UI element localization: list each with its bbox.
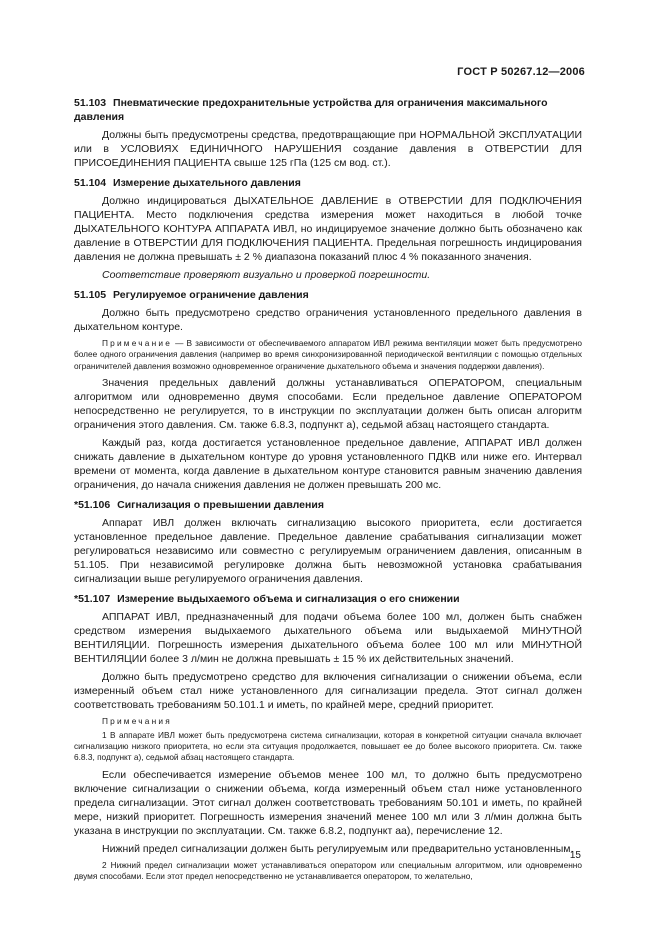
- section-number: *51.106: [74, 499, 111, 512]
- section-number: 51.105: [74, 289, 107, 301]
- paragraph: Нижний предел сигнализации должен быть регулируемым или предварительно установленным.: [102, 842, 574, 855]
- paragraph: Должны быть предусмотрены средства, предотвращающие при НОРМАЛЬНОЙ ЭКСПЛУАТАЦИИ или в УСЛОВИЯХ ЕДИНИЧНОГО НАРУШЕНИЯ создание давления в ОТВЕРСТИИ ДЛЯ ПРИСОЕДИНЕНИЯ ПАЦИЕНТА свыше 125 гПа (125 см вод. ст.).: [74, 129, 582, 169]
- page-content: [74, 96, 582, 887]
- document-number: ГОСТ Р 50267.12—2006: [457, 66, 585, 78]
- note-2: 2 Нижний предел сигнализации может устанавливаться оператором или специальным алгоритмом, или одновременно двумя способами. Если этот предел непосредственно не устанавливается оператором, то желательно,: [74, 859, 582, 882]
- paragraph: Должно быть предусмотрено средство ограничения установленного предельного давления в дыхательном контуре.: [74, 307, 582, 333]
- section-title: Регулируемое ограничение давления: [113, 289, 309, 301]
- section-title: Измерение дыхательного давления: [113, 177, 301, 189]
- section-number: 51.104: [74, 177, 107, 189]
- section-heading-51-103: [74, 96, 582, 124]
- section-number: *51.107: [74, 593, 111, 606]
- note: [74, 338, 582, 372]
- section-title: Сигнализация о превышении давления: [117, 499, 324, 512]
- section-heading-51-105: [74, 288, 582, 302]
- section-heading-51-106: [74, 498, 582, 512]
- paragraph: Значения предельных давлений должны устанавливаться ОПЕРАТОРОМ, специальным алгоритмом или одновременно двумя способами. Если предельное давление ОПЕРАТОРОМ непосредственно не регулируется, то в инструкции по эксплуатации должен быть описан алгоритм ограничения этого давления. См. также 6.8.3, подпункт а), седьмой абзац настоящего стандарта.: [74, 377, 582, 432]
- note-label: Примечание: [102, 338, 173, 348]
- page-number: 15: [569, 850, 581, 861]
- note-text: — В зависимости от обеспечиваемого аппаратом ИВЛ режима вентиляции может быть предусмотрено более одного ограничения давления (например во время синхронизированной периодической вентиляции с помощью отдельных ограничителей давления возможно одновременное ограничение дыхательного объема и значения поддержки давления).: [74, 338, 582, 371]
- section-title: Измерение выдыхаемого объема и сигнализация о его снижении: [117, 593, 460, 606]
- section-title: Пневматические предохранительные устройства для ограничения максимального давления: [74, 97, 548, 123]
- notes-heading: Примечания: [102, 716, 172, 727]
- section-heading-51-107: [74, 592, 582, 606]
- paragraph: Должно индицироваться ДЫХАТЕЛЬНОЕ ДАВЛЕНИЕ в ОТВЕРСТИИ ДЛЯ ПОДКЛЮЧЕНИЯ ПАЦИЕНТА. Место подключения средства измерения может находиться в любой точке ДЫХАТЕЛЬНОГО КОНТУРА АППАРАТА ИВЛ, но индицируемое значение должно быть обозначено как давление в ОТВЕРСТИИ ДЛЯ ПОДКЛЮЧЕНИЯ ПАЦИЕНТА. Предельная погрешность индицирования давления не должна превышать ± 2 % диапазона показаний плюс 4 % показанного значения.: [74, 195, 582, 263]
- paragraph: АППАРАТ ИВЛ, предназначенный для подачи объема более 100 мл, должен быть снабжен средством измерения выдыхаемого дыхательного объема или выдыхаемой МИНУТНОЙ ВЕНТИЛЯЦИИ. Погрешность измерения дыхательного объема более 100 мл или МИНУТНОЙ ВЕНТИЛЯЦИИ более 3 л/мин не должна превышать ± 15 % их действительных значений.: [74, 611, 582, 666]
- paragraph: Каждый раз, когда достигается установленное предельное давление, АППАРАТ ИВЛ должен снижать давление в дыхательном контуре до уровня установленного ПДКВ или ниже его. Интервал времени от момента, когда давление в дыхательном контуре становится равным значению давления ограничения, до начала снижения давления не должен превышать 200 мс.: [74, 437, 582, 492]
- note-1: 1 В аппарате ИВЛ может быть предусмотрена система сигнализации, которая в конкретной ситуации сначала включает сигнализацию низкого приоритета, но если эта ситуация продолжается, повышает ее до более высокого приоритета. См. также 6.8.3, подпункт а), седьмой абзац настоящего стандарта.: [74, 729, 582, 763]
- section-heading-51-104: [74, 176, 582, 190]
- section-number: 51.103: [74, 97, 107, 109]
- paragraph: Должно быть предусмотрено средство для включения сигнализации о снижении объема, если измеренный объем стал ниже установленного для сигнализации предела. Этот сигнал должен соответствовать требованиям 50.101.1 и иметь, по крайней мере, средний приоритет.: [74, 671, 582, 712]
- compliance-statement: Соответствие проверяют визуально и проверкой погрешности.: [102, 269, 431, 281]
- paragraph: Если обеспечивается измерение объемов менее 100 мл, то должно быть предусмотрено включение сигнализации о снижении объема, когда измеренный объем стал ниже установленного предела сигнализации. Этот сигнал должен соответствовать требованиям 50.101 и иметь, по крайней мере, низкий приоритет. Погрешность измерения значений менее 100 мл или 3 л/мин должна быть указана в инструкции по эксплуатации. См. также 6.8.2, подпункт аа), перечисление 12.: [74, 768, 582, 837]
- paragraph: Аппарат ИВЛ должен включать сигнализацию высокого приоритета, если достигается установленное предельное давление. Предельное давление срабатывания сигнализации может регулироваться независимо или совместно с регулируемым ограничением давления, описанным в 51.105. При независимой регулировке должна быть невозможной установка срабатывания сигнализации выше регулируемого ограничения давления.: [74, 517, 582, 586]
